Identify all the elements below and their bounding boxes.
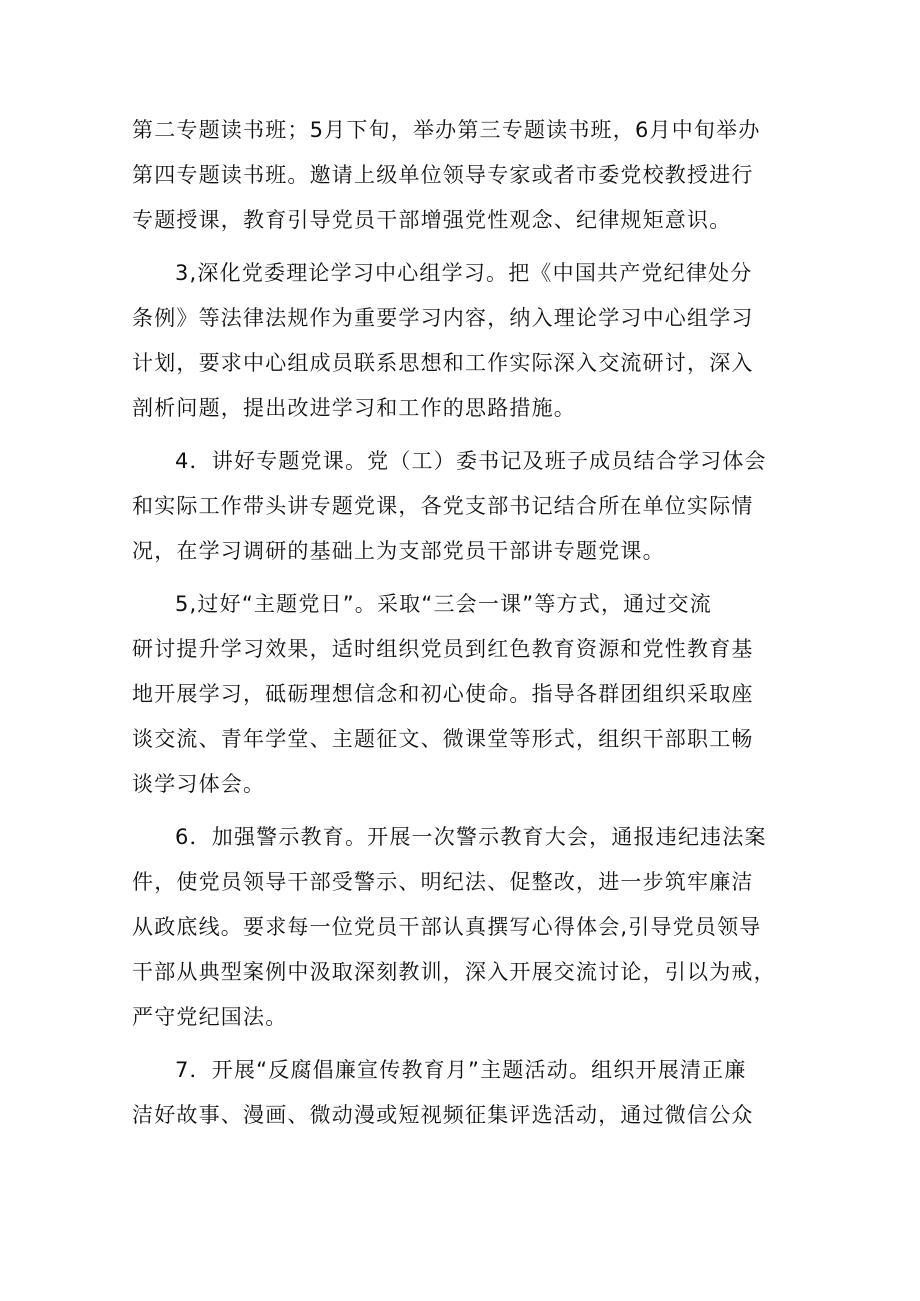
text-line: 洁好故事、漫画、微动漫或短视频征集评选活动，通过微信公众	[132, 1103, 754, 1127]
text-line: 严守党纪国法。	[132, 1005, 288, 1029]
paragraph-item-4	[132, 439, 800, 574]
text-line: 5,过好“主题党日”。采取“三会一课”等方式，通过交流	[175, 592, 712, 616]
text-line: 7．开展“反腐倡廉宣传教育月”主题活动。组织开展清正廉	[175, 1058, 747, 1082]
text-line: 干部从典型案例中汲取深刻教训，深入开展交流讨论，引以为戒，	[132, 960, 776, 984]
text-line: 谈交流、青年学堂、主题征文、微课堂等形式，组织干部职工畅	[132, 727, 754, 751]
text-line: 4．讲好专题党课。党（工）委书记及班子成员结合学习体会	[175, 449, 767, 473]
text-line: 3,深化党委理论学习中心组学习。把《中国共产党纪律处分	[175, 261, 753, 285]
body-text	[132, 108, 800, 1146]
text-line: 专题授课，教育引导党员干部增强党性观念、纪律规矩意识。	[132, 208, 732, 232]
paragraph-item-7	[132, 1048, 800, 1138]
text-line: 第二专题读书班；5月下旬，举办第三专题读书班，6月中旬举办	[132, 118, 761, 142]
text-line: 况，在学习调研的基础上为支部党员干部讲专题党课。	[132, 539, 665, 563]
text-line: 6．加强警示教育。开展一次警示教育大会，通报违纪违法案	[175, 825, 767, 849]
text-line: 第四专题读书班。邀请上级单位领导专家或者市委党校教授进行	[132, 163, 754, 187]
text-line: 谈学习体会。	[132, 772, 266, 796]
text-line: 条例》等法律法规作为重要学习内容，纳入理论学习中心组学习	[132, 306, 754, 330]
text-line: 剖析问题，提出改进学习和工作的思路措施。	[132, 396, 576, 420]
paragraph-item-6	[132, 815, 800, 1040]
text-line: 件，使党员领导干部受警示、明纪法、促整改，进一步筑牢廉洁	[132, 870, 754, 894]
text-line: 研讨提升学习效果，适时组织党员到红色教育资源和党性教育基	[132, 637, 754, 661]
text-line: 和实际工作带头讲专题党课，各党支部书记结合所在单位实际情	[132, 494, 754, 518]
text-line: 计划，要求中心组成员联系思想和工作实际深入交流研讨，深入	[132, 351, 754, 375]
text-line: 从政底线。要求每一位党员干部认真撰写心得体会,引导党员领导	[132, 915, 762, 939]
paragraph-reading-classes	[132, 108, 800, 243]
text-line: 地开展学习，砥砺理想信念和初心使命。指导各群团组织采取座	[132, 682, 754, 706]
paragraph-item-3	[132, 251, 800, 431]
paragraph-item-5	[132, 582, 800, 807]
